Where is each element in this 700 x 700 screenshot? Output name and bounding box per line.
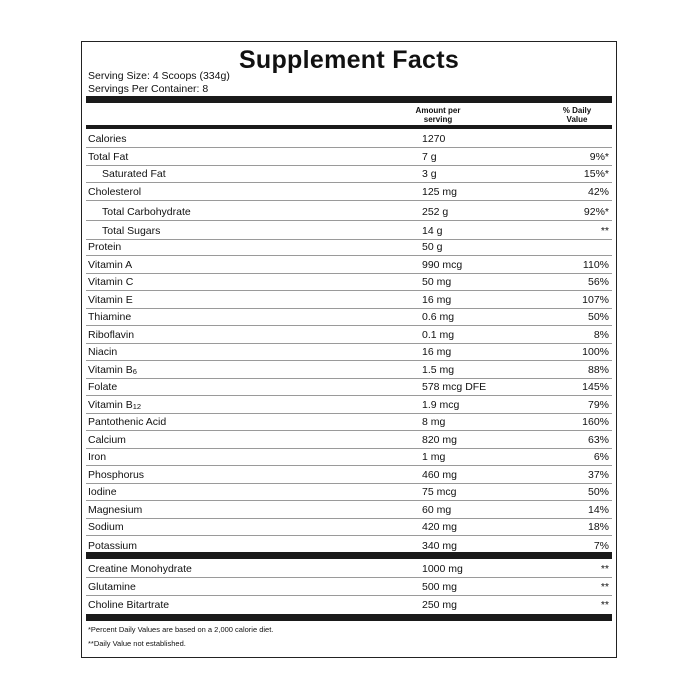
nutrient-daily-value: 107% [582, 293, 609, 306]
nutrient-name-text: Riboflavin [88, 328, 135, 341]
nutrient-daily-value: ** [600, 599, 609, 611]
nutrient-amount: 340 mg [422, 540, 458, 552]
thick-divider-middle [86, 552, 612, 559]
nutrient-name-text: Sodium [88, 521, 124, 533]
nutrient-amount: 1 mg [422, 451, 446, 463]
nutrient-name [88, 469, 144, 481]
nutrient-name [88, 451, 106, 463]
serving-size: Serving Size: 4 Scoops (334g) [88, 70, 230, 82]
nutrient-name [88, 151, 128, 163]
nutrient-row [86, 396, 612, 414]
nutrient-row [86, 361, 612, 379]
nutrient-daily-value: 7% [593, 540, 609, 552]
nutrient-name-text: Thiamine [88, 311, 132, 323]
nutrient-row [86, 148, 612, 166]
nutrient-name-text: Calcium [88, 433, 126, 446]
nutrient-row [86, 166, 612, 184]
nutrient-amount: 1000 mg [422, 563, 463, 575]
nutrient-daily-value: 160% [582, 416, 609, 428]
nutrient-name-text: Niacin [88, 346, 118, 358]
nutrient-daily-value: ** [600, 580, 609, 593]
nutrient-name [88, 259, 132, 271]
nutrient-amount: 50 mg [422, 276, 452, 288]
nutrient-name [88, 563, 192, 575]
nutrient-name-text: Vitamin B [88, 398, 133, 411]
nutrient-name-text: Vitamin B [88, 363, 133, 376]
footnote-percent-dv: *Percent Daily Values are based on a 2,000 calorie diet. [88, 625, 274, 634]
thick-divider-bottom [86, 614, 612, 621]
nutrient-row [86, 256, 612, 274]
nutrient-amount: 578 mcg DFE [422, 381, 487, 393]
nutrient-amount: 16 mg [422, 346, 452, 358]
nutrient-row [86, 484, 612, 502]
nutrient-amount: 820 mg [422, 433, 458, 446]
nutrient-daily-value: 92%* [583, 205, 609, 218]
dv-header-line2: Value [566, 115, 588, 124]
nutrient-row [86, 309, 612, 327]
nutrient-name [102, 168, 166, 180]
nutrient-row [86, 596, 612, 615]
panel-title: Supplement Facts [238, 46, 460, 74]
nutrient-name-text: Creatine Monohydrate [88, 563, 192, 575]
nutrient-name [88, 399, 141, 412]
nutrient-daily-value: 110% [582, 258, 609, 271]
nutrient-name [88, 311, 131, 323]
nutrient-daily-value: 50% [587, 311, 609, 323]
amount-per-serving-header [398, 106, 478, 124]
nutrient-amount: 75 mcg [422, 486, 457, 498]
nutrient-amount: 1270 [422, 133, 446, 145]
nutrient-daily-value: 100% [582, 346, 609, 358]
nutrient-daily-value: 14% [587, 503, 609, 516]
daily-value-header [552, 106, 602, 124]
nutrient-daily-value: ** [600, 563, 609, 575]
nutrient-amount: 252 g [422, 205, 449, 218]
nutrient-daily-value: 63% [587, 433, 609, 446]
nutrient-name-text: Protein [88, 241, 122, 253]
footnote-dv-not-established: **Daily Value not established. [88, 639, 186, 648]
nutrient-daily-value: 37% [587, 468, 609, 481]
nutrient-name-text: Magnesium [88, 503, 143, 516]
nutrient-daily-value: 15%* [583, 168, 609, 180]
thick-divider-top [86, 96, 612, 103]
nutrient-name [88, 540, 137, 552]
nutrient-amount: 3 g [422, 168, 437, 180]
nutrient-amount: 0.1 mg [422, 328, 455, 341]
nutrient-row [86, 221, 612, 240]
nutrient-row [86, 183, 612, 201]
nutrient-name [88, 364, 137, 377]
nutrient-row [86, 201, 612, 221]
amount-header-line1: Amount per [415, 106, 461, 115]
nutrient-row [86, 466, 612, 484]
nutrient-name-text: Iron [88, 451, 107, 463]
nutrient-row [86, 449, 612, 467]
nutrient-row [86, 274, 612, 292]
nutrient-row [86, 379, 612, 397]
supplement-facts-panel [81, 41, 617, 658]
nutrient-name-text: Calories [88, 133, 127, 145]
nutrient-row [86, 414, 612, 432]
nutrient-name [88, 504, 142, 516]
nutrient-name-text: Folate [88, 381, 118, 393]
nutrient-name [88, 486, 117, 498]
nutrient-row [86, 578, 612, 596]
nutrient-amount: 1.9 mcg [422, 398, 460, 411]
nutrient-amount: 1.5 mg [422, 363, 455, 376]
nutrient-name [88, 241, 121, 253]
nutrient-name [88, 329, 134, 341]
nutrient-amount: 990 mcg [422, 258, 463, 271]
nutrient-name [88, 434, 126, 446]
nutrient-amount: 125 mg [422, 185, 458, 198]
nutrient-name-text: Iodine [88, 486, 117, 498]
nutrient-row [86, 344, 612, 362]
amount-header-line2: serving [423, 115, 453, 124]
vitamin-subscript: 6 [132, 366, 137, 376]
nutrient-row [86, 559, 612, 578]
nutrient-amount: 60 mg [422, 503, 452, 516]
nutrient-amount: 16 mg [422, 293, 452, 306]
nutrient-name [88, 521, 124, 533]
nutrient-row [86, 501, 612, 519]
nutrient-name [88, 133, 127, 145]
nutrient-name [88, 416, 166, 428]
nutrient-amount: 50 g [422, 241, 443, 253]
nutrient-name-text: Total Fat [88, 150, 129, 163]
nutrient-daily-value: 8% [593, 328, 609, 341]
nutrient-daily-value: 42% [587, 185, 609, 198]
nutrient-name-text: Potassium [88, 540, 138, 552]
nutrient-daily-value: 50% [587, 486, 609, 498]
nutrient-daily-value: 79% [587, 398, 609, 411]
nutrient-row [86, 519, 612, 537]
nutrient-name [88, 346, 117, 358]
nutrient-amount: 0.6 mg [422, 311, 455, 323]
nutrient-name-text: Pantothenic Acid [88, 416, 167, 428]
nutrient-name [88, 294, 133, 306]
nutrient-name-text: Total Sugars [102, 224, 161, 237]
nutrient-row [86, 291, 612, 309]
nutrient-amount: 7 g [422, 150, 437, 163]
nutrient-amount: 250 mg [422, 599, 458, 611]
nutrient-row [86, 431, 612, 449]
nutrient-daily-value: 145% [582, 381, 609, 393]
nutrient-name [88, 581, 136, 593]
nutrient-name [88, 276, 133, 288]
nutrient-name [88, 381, 117, 393]
nutrient-daily-value: 56% [587, 276, 609, 288]
nutrient-name-text: Vitamin A [88, 258, 133, 271]
nutrient-name-text: Vitamin C [88, 276, 134, 288]
servings-per-container: Servings Per Container: 8 [88, 83, 209, 95]
nutrient-amount: 500 mg [422, 580, 458, 593]
nutrient-daily-value: 6% [593, 451, 609, 463]
nutrient-amount: 420 mg [422, 521, 458, 533]
nutrient-name [88, 186, 141, 198]
nutrient-row [86, 240, 612, 257]
nutrient-daily-value: 88% [587, 363, 609, 376]
nutrient-row [86, 326, 612, 344]
nutrient-daily-value: 9%* [589, 150, 609, 163]
nutrient-name-text: Saturated Fat [102, 168, 166, 180]
nutrient-name-text: Phosphorus [88, 468, 145, 481]
nutrient-name [88, 599, 169, 611]
nutrient-name-text: Cholesterol [88, 185, 142, 198]
nutrient-daily-value: 18% [587, 521, 609, 533]
nutrient-name-text: Vitamin E [88, 293, 133, 306]
nutrient-name-text: Choline Bitartrate [88, 599, 170, 611]
nutrient-amount: 460 mg [422, 468, 458, 481]
vitamin-subscript: 12 [132, 401, 142, 411]
nutrient-name-text: Total Carbohydrate [102, 205, 191, 218]
nutrient-amount: 14 g [422, 224, 443, 237]
dv-header-line1: % Daily [562, 106, 592, 115]
nutrient-name-text: Glutamine [88, 580, 136, 593]
nutrient-daily-value: ** [600, 224, 609, 237]
nutrient-name [102, 206, 191, 218]
nutrient-amount: 8 mg [422, 416, 446, 428]
nutrient-name [102, 225, 160, 237]
nutrient-row [86, 129, 612, 148]
